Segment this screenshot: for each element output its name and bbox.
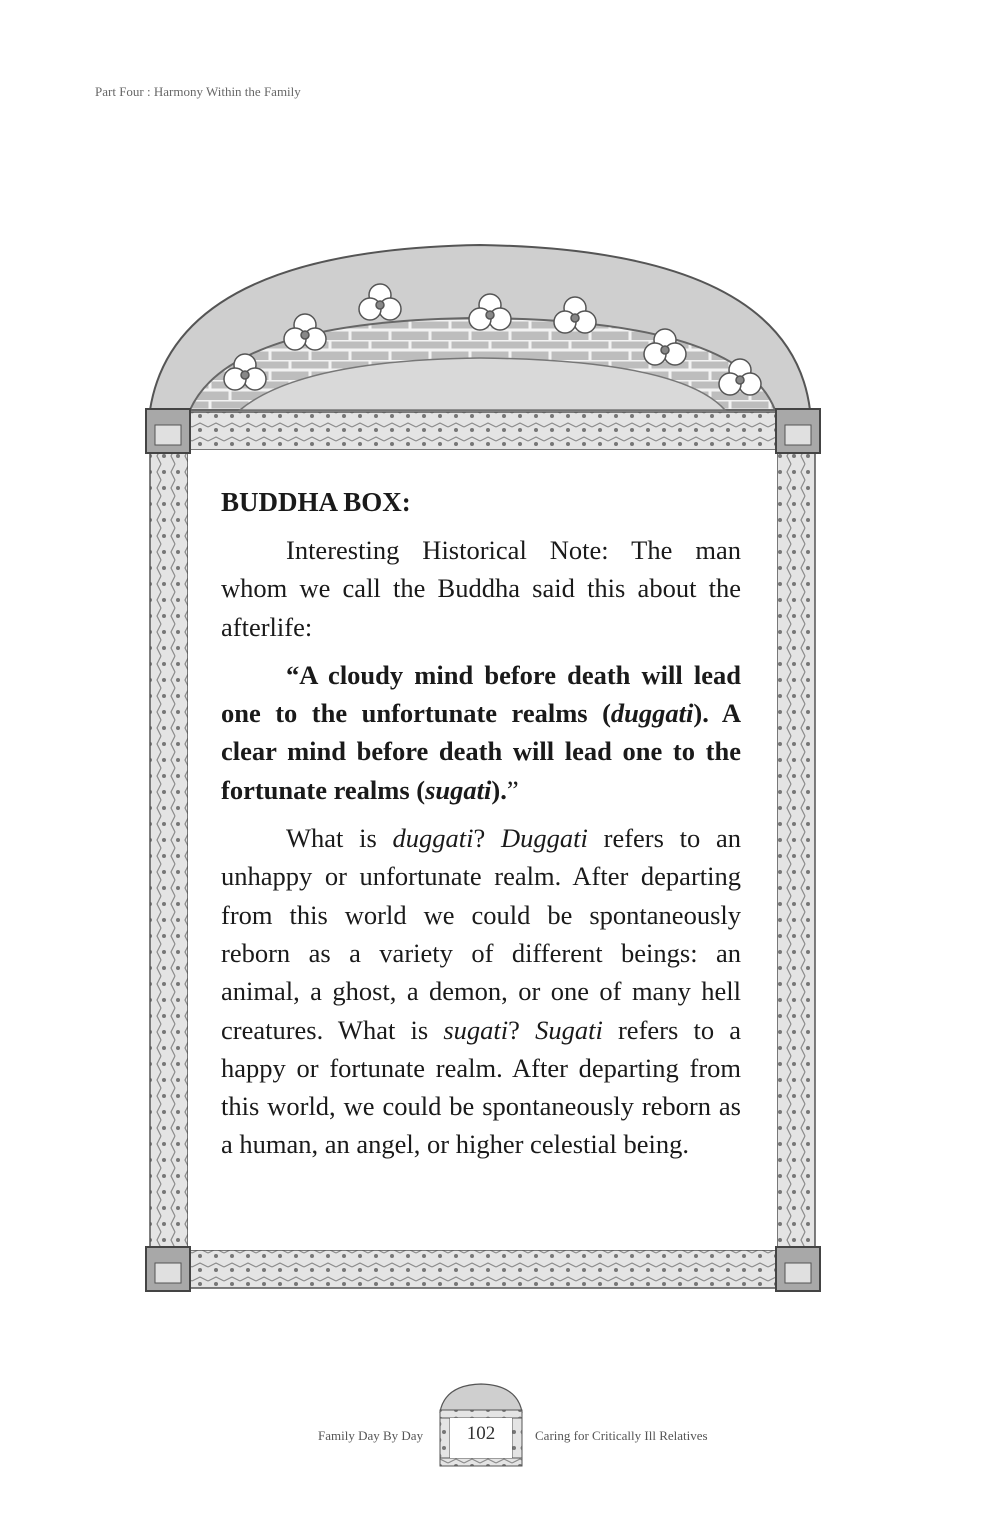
- footer-chapter-title: Caring for Critically Ill Relatives: [535, 1428, 708, 1443]
- page-number: 102: [466, 1423, 496, 1444]
- buddha-box: [221, 483, 741, 1174]
- explanation-paragraph: What is duggati? Duggati refers to an unhappy or unfortunate realm. After departing from this world we could be spontaneously reborn as a variety of different beings: an animal, a ghost, a demon, or one of many hell creatures. What is sugati? Sugati refers to a happy or fortunate realm. After departing from this world, we could be spontaneously reborn as a human, an angel, or higher celestial being.: [221, 823, 742, 1160]
- box-title: BUDDHA BOX:: [221, 487, 411, 517]
- running-head: Part Four : Harmony Within the Family: [95, 84, 301, 99]
- frame-bottom-bar: [165, 1250, 795, 1288]
- quote-paragraph: “A cloudy mind before death will lead one to the unfortunate realms (duggati). A clear mind before death will lead one to the fortunate realms (sugati).”: [221, 659, 741, 805]
- frame-left-bar: [150, 440, 188, 1260]
- frame-top-bar: [165, 412, 795, 450]
- intro-paragraph: Interesting Historical Note: The man whom we call the Buddha said this about the afterlife:: [221, 535, 741, 642]
- frame-right-bar: [777, 440, 815, 1260]
- footer-book-title: Family Day By Day: [318, 1428, 424, 1443]
